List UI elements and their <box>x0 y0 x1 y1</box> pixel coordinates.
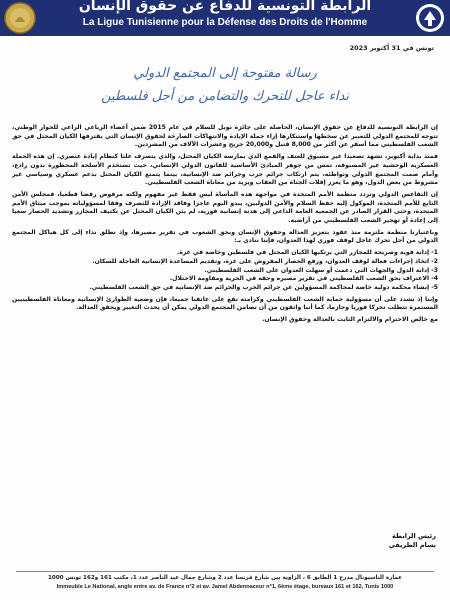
footer-divider <box>16 571 434 572</box>
signatory-name: بسام الطريفي <box>388 541 436 549</box>
demand-item: 3- إدانة الدول والجهات التي دعمت أو سهلت العدوان على الشعب الفلسطيني. <box>204 266 438 274</box>
signature-block <box>389 532 436 550</box>
body-paragraph: وباعتبارنا منظمة ملتزمة منذ عقود بتعزيز العدالة وحقوق الإنسان وبحق الشعوب في تقرير مصيرها، وإذ نطلق نداء إلى كل هياكل المجتمع الدولي من أجل تحرك عاجل لوقف فوري لهذا العدوان، فإننا ننادي بـ: <box>12 228 438 245</box>
body-paragraph: فمنذ بداية أكتوبر، تشهد تصعيدا غير مسبوق للعنف والقمع الذي يمارسه الكيان المحتل، والذي يتصرف علنا كنظام إبادة عنصري. إن هذه الحملة العسكرية الوحشية غير المسبوقة، تمس من جوهر المبادئ الأساسية للقانون الدولي الإنساني، حيث تستخدم الأسلحة المحظورة بدون رادع، وأمام صمت المجتمع الدولي وتواطئه، يتم ارتكاب جرائم حرب وجرائم ضد الإنسانية، بينما يتمتع الكيان المحتل بدعم عسكري وسياسي غير مشروط من بعض الدول، وهو ما يعزز إفلات الجناة من العقاب ويزيد من معاناة الشعب الفلسطيني. <box>12 153 438 187</box>
letterhead-french-title: La Ligue Tunisienne pour la Défense des Droits de l'Homme <box>82 17 368 28</box>
letter-footer <box>6 574 444 592</box>
letter-title <box>40 66 410 104</box>
body-paragraph: إن الرابطة التونسية للدفاع عن حقوق الإنسان، الحاصلة على جائزة نوبل للسلام في عام 2015 ضمن أعضاء الرباعي الراعي للحوار الوطني، تتوجه للمجتمع الدولي للتعبير عن سخطها واستنكارها إزاء حملة الإبادة والانتهاكات الصارخة لحقوق الإنسان التي يقترفها الكيان المحتل في حق الشعب الفلسطيني مما أسفر عن أكثر من 8,000 قتيل و20,000 جريح وعشرات الآلاف من المشردين. <box>12 124 438 149</box>
footer-french-address: Immeuble Le National, angle entre av. de France n°2 et av. Jamel Abdennaceur n°1, 6ème étage, bureaux 161 et 162, Tunis 1000 <box>56 584 394 590</box>
demands-list <box>12 249 438 293</box>
title-line-1: رسالة مفتوحة إلى المجتمع الدولي <box>133 66 317 81</box>
letterhead-banner <box>0 0 450 36</box>
closing-paragraph: وإننا إذ نشدد على أن مسؤولية حماية الشعب الفلسطيني وكرامته تقع على عاتقنا جميعا، فإن وضعية الطوارئ الإنسانية ومعاناة الفلسطينيين المستمرة تتطلب تحركا فوريا وحازما، كما أننا واثقون من أن تضامن المجتمع الدولي يمكن أن يحدث التغيير ويحقق العدالة. <box>12 295 438 312</box>
body-paragraph: إن التقاعس الدولي وتردد منظمة الأمم المتحدة في مواجهة هذه المأساة ليس فقط غير مفهوم ولكنه مرفوض رفضا قطعيا، فمجلس الأمن التابع للأمم المتحدة، الموكول إليه حفظ السلام والأمن الدوليين، يبدو اليوم عاجزا وفاقد الإرادة للتصرف وفقا لمسؤولياته بموجب ميثاق الأمم المتحدة، وحتى القرار الصادر عن الجمعية العامة الداعي إلى هدنة إنسانية فورية، لم يثن الكيان المحتل عن تكثيف المجازر وتشديد الحصار سعيا إلى إعادة أو تهجير الشعب الفلسطيني من أراضيه. <box>12 190 438 225</box>
letter-date: تونس في 31 أكتوبر 2023 <box>349 44 434 52</box>
title-line-2: نداء عاجل للتحرك والتضامن من أجل فلسطين <box>101 89 349 104</box>
demand-item: 4- الاعتراف بحق الشعب الفلسطيني في تقرير مصيره وحقه في الحرية ومقاومة الاحتلال. <box>169 275 438 283</box>
letter-body <box>12 124 438 328</box>
demand-item: 2- اتخاذ إجراءات فعالة لوقف العدوان، ورفع الحصار المفروض على غزة، وتقديم المساعدة الإنسانية العاجلة للسكان. <box>92 257 438 265</box>
signatory-role: رئيس الرابطة <box>392 532 436 540</box>
footer-arabic-address: عمارة الناسيونال مدرج 1 الطابق 6 ، الزاوية بين شارع فرنسا عدد 2 وشارع جمال عبد الناصر عدد 1، مكتب 161 و162 تونس 1000 <box>47 575 403 581</box>
demand-item: 1- إدانة قوية وصريحة للمجازر التي يرتكبها الكيان المحتل في فلسطين وخاصة في غزة. <box>176 249 438 257</box>
demand-item: 5- إنشاء محكمة دولية خاصة لمحاكمة المسؤولين عن جرائم الحرب والجرائم ضد الإنسانية في حق الشعب الفلسطيني. <box>89 283 438 291</box>
letterhead-arabic-title: الرابطة التونسية للدفاع عن حقوق الإنسان <box>78 0 372 14</box>
league-logo-icon <box>408 0 448 36</box>
closing-paragraph: مع خالص الاحترام والالتزام الثابت بالعدالة وحقوق الإنسان. <box>262 316 438 324</box>
